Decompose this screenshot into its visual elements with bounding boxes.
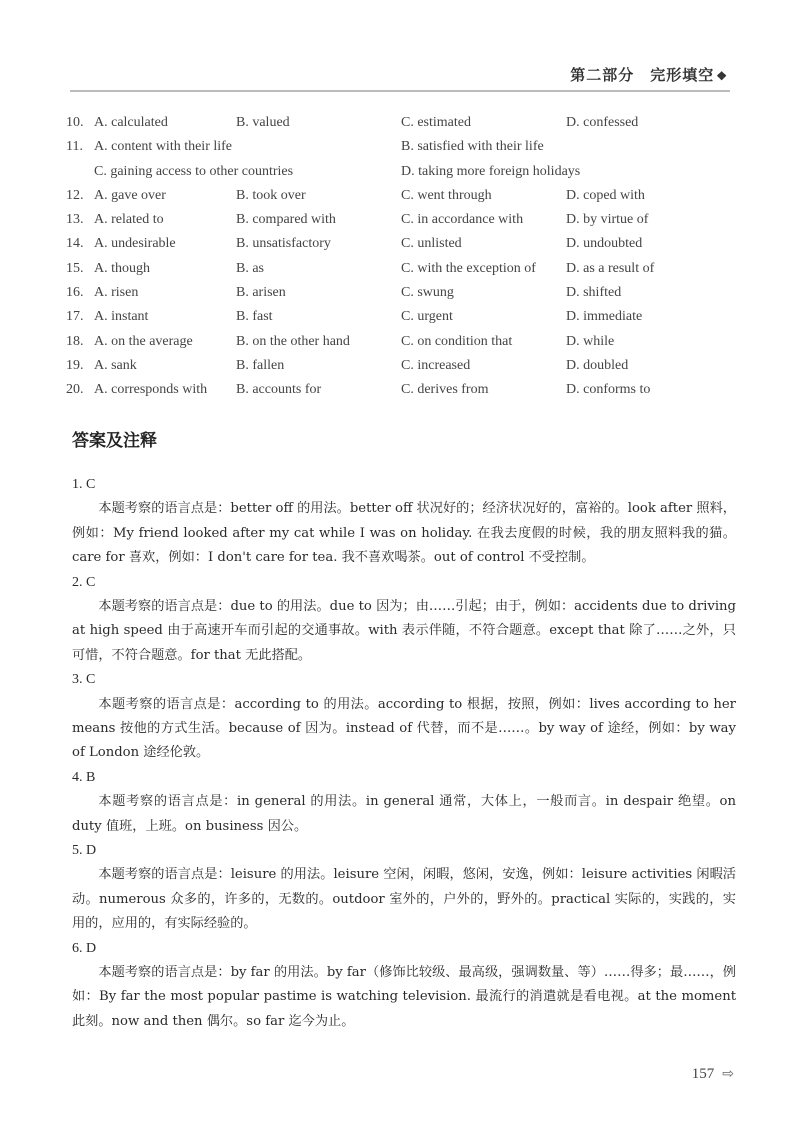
- answer-key: 3. C: [72, 672, 96, 688]
- question-number: 13.: [66, 212, 84, 228]
- option-d: D. coped with: [566, 187, 645, 203]
- question-row: [66, 257, 736, 281]
- option-c-wide: C. gaining access to other countries: [94, 163, 294, 179]
- question-number: 15.: [66, 260, 84, 276]
- answer-explanation: 本题考察的语言点是：leisure 的用法。leisure 空闲，闲暇，悠闲，安逸，例如：leisure activities 闲暇活动。numerous 众多的，许多的，无数的。outdoor 室外的，户外的，野外的。practical 实际的，实践的，实用的，应用的，有实际经验的。: [72, 867, 736, 932]
- question-row: [66, 378, 736, 402]
- option-c: C. estimated: [401, 115, 471, 130]
- question-row: [66, 330, 736, 354]
- option-a: A. corresponds with: [94, 382, 208, 398]
- question-row: [66, 208, 736, 232]
- option-a: A. gave over: [94, 187, 166, 203]
- option-a: A. on the average: [94, 333, 193, 349]
- option-b: B. as: [236, 260, 264, 276]
- option-b: B. took over: [236, 187, 306, 203]
- option-a: A. though: [94, 260, 150, 276]
- option-d: D. undoubted: [566, 236, 643, 252]
- page-footer: [692, 1066, 734, 1083]
- option-a: A. sank: [94, 357, 137, 373]
- answer-explanation: 本题考察的语言点是：by far 的用法。by far（修饰比较级、最高级，强调数量、等）……得多；最……，例如：By far the most popular pastime is watching television. 最流行的消遣就是看电视。at the moment 此刻。now and then 偶尔。so far 迄今为止。: [72, 965, 736, 1029]
- diamond-icon: ❖: [716, 69, 728, 83]
- option-b: B. valued: [236, 115, 290, 130]
- question-row: [66, 160, 736, 184]
- question-number: 18.: [66, 333, 84, 349]
- question-number: 16.: [66, 285, 84, 301]
- question-number: 14.: [66, 236, 84, 252]
- option-a: A. undesirable: [94, 236, 176, 252]
- answer-explanation: 本题考察的语言点是：according to 的用法。according to 根据，按照，例如：lives according to her means 按他的方式生活。because of 因为。instead of 代替，而不是……。by way of 途经，例如：by way of London 途经伦敦。: [72, 696, 736, 761]
- question-number: 17.: [66, 309, 84, 325]
- answers-section-title: 答案及注释: [72, 431, 157, 451]
- option-b-wide: B. satisfied with their life: [401, 139, 544, 155]
- option-b: B. unsatisfactory: [236, 236, 331, 252]
- answer-key: 1. C: [72, 477, 96, 492]
- question-row: [66, 184, 736, 208]
- answer-key: 5. D: [72, 843, 97, 859]
- question-row: [66, 232, 736, 256]
- answer-explanation: 本题考察的语言点是：better off 的用法。better off 状况好的；经济状况好的，富裕的。look after 照料，例如：My friend looked after my cat while I was on holiday. 在我去度假的时候，我的朋友照料我的猫。care for 喜欢，例如：I don't care for tea. 我不喜欢喝茶。out of control 不受控制。: [72, 501, 736, 566]
- question-row: [66, 305, 736, 329]
- option-c: C. on condition that: [401, 333, 513, 349]
- question-number: 11.: [66, 139, 83, 155]
- option-c: C. went through: [401, 187, 492, 203]
- question-row: [66, 111, 736, 135]
- page-number: 157: [691, 1066, 715, 1082]
- option-b: B. compared with: [236, 212, 336, 228]
- option-d: D. confessed: [566, 115, 639, 130]
- answer-key: 2. C: [72, 574, 96, 590]
- option-c: C. unlisted: [401, 236, 462, 252]
- option-c: C. with the exception of: [401, 260, 536, 276]
- option-b: B. arisen: [236, 285, 286, 301]
- question-row: [66, 135, 736, 159]
- option-a: A. content with their life: [94, 139, 233, 155]
- running-header: [570, 64, 728, 85]
- question-number: 12.: [66, 187, 84, 203]
- answer-notes: [72, 473, 736, 1034]
- header-title: 第二部分 完形填空: [570, 66, 715, 84]
- question-number: 10.: [66, 115, 84, 130]
- option-d: D. while: [566, 333, 615, 349]
- option-d-wide: D. taking more foreign holidays: [401, 163, 581, 179]
- option-d: D. conforms to: [566, 382, 651, 398]
- option-b: B. accounts for: [236, 382, 322, 398]
- option-c: C. increased: [401, 357, 471, 373]
- option-c: C. urgent: [401, 309, 453, 325]
- option-d: D. as a result of: [566, 260, 655, 276]
- option-a: A. calculated: [94, 115, 168, 130]
- answer-explanation: 本题考察的语言点是：in general 的用法。in general 通常，大体上，一般而言。in despair 绝望。on duty 值班，上班。on business 因公。: [72, 794, 736, 834]
- answer-key: 6. D: [72, 940, 97, 956]
- next-arrow-icon: ⇨: [722, 1067, 734, 1082]
- option-b: B. on the other hand: [236, 333, 350, 349]
- option-d: D. immediate: [566, 309, 643, 325]
- option-a: A. instant: [94, 309, 149, 325]
- answer-key: 4. B: [72, 769, 96, 785]
- option-b: B. fast: [236, 309, 273, 325]
- question-row: [66, 281, 736, 305]
- option-b: B. fallen: [236, 357, 285, 373]
- question-number: 20.: [66, 382, 84, 398]
- header-divider: [70, 90, 730, 92]
- option-c: C. in accordance with: [401, 212, 524, 228]
- option-c: C. derives from: [401, 382, 489, 398]
- option-d: D. doubled: [566, 357, 629, 373]
- question-options-list: [66, 111, 736, 403]
- question-number: 19.: [66, 357, 84, 373]
- question-row: [66, 354, 736, 378]
- option-d: D. shifted: [566, 285, 622, 301]
- answer-explanation: 本题考察的语言点是：due to 的用法。due to 因为；由……引起；由于，例如：accidents due to driving at high speed 由于高速开车而引起的交通事故。with 表示伴随，不符合题意。except that 除了……之外，只可惜，不符合题意。for that 无此搭配。: [72, 599, 736, 663]
- option-c: C. swung: [401, 285, 454, 301]
- option-a: A. related to: [94, 212, 164, 228]
- option-d: D. by virtue of: [566, 212, 649, 228]
- option-a: A. risen: [94, 285, 139, 301]
